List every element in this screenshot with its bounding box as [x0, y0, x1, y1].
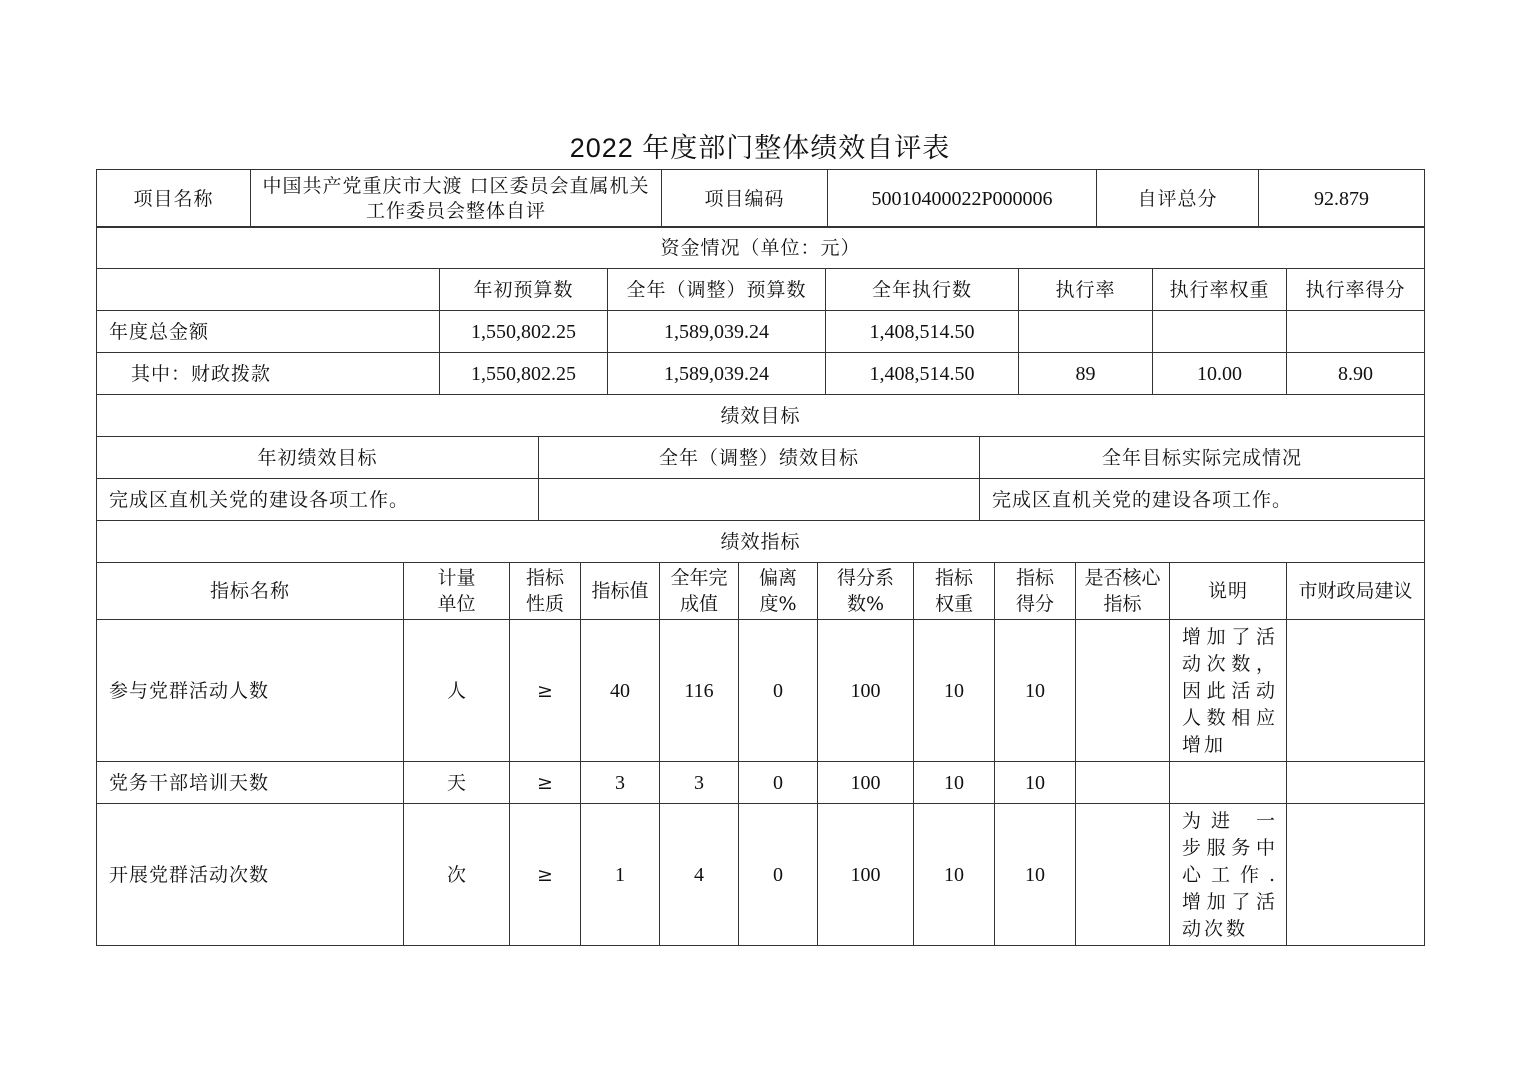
ind-col-note: 说明 [1170, 563, 1287, 620]
funds-cell-rate: 89 [1019, 353, 1153, 395]
funds-col-executed: 全年执行数 [826, 269, 1019, 311]
project-name-value: 中国共产党重庆市大渡 口区委员会直属机关工作委员会整体自评 [251, 170, 662, 228]
ind-cell-unit: 人 [404, 620, 510, 762]
goals-col-actual: 全年目标实际完成情况 [980, 437, 1425, 479]
funds-cell-adjusted: 1,589,039.24 [608, 353, 826, 395]
ind-cell-name: 党务干部培训天数 [97, 762, 404, 804]
ind-cell-nature: ≥ [510, 762, 581, 804]
funds-col-score: 执行率得分 [1287, 269, 1425, 311]
ind-cell-coefficient: 100 [818, 762, 914, 804]
ind-col-advice: 市财政局建议 [1287, 563, 1425, 620]
ind-cell-advice [1287, 620, 1425, 762]
funds-cell-weight: 10.00 [1153, 353, 1287, 395]
funds-cell-adjusted: 1,589,039.24 [608, 311, 826, 353]
ind-cell-unit: 次 [404, 804, 510, 946]
funds-section-title: 资金情况（单位：元） [97, 227, 1425, 269]
total-score-label: 自评总分 [1097, 170, 1259, 228]
ind-cell-deviation: 0 [739, 620, 818, 762]
funds-col-rate: 执行率 [1019, 269, 1153, 311]
ind-cell-weight: 10 [914, 762, 995, 804]
ind-cell-completed: 4 [660, 804, 739, 946]
goals-section-title: 绩效目标 [97, 395, 1425, 437]
funds-col-initial: 年初预算数 [440, 269, 608, 311]
ind-cell-core [1076, 620, 1170, 762]
goal-initial: 完成区直机关党的建设各项工作。 [97, 479, 539, 521]
ind-col-completed: 全年完成值 [660, 563, 739, 620]
ind-cell-note: 为进 一步服务中心工作.增加了活动次数 [1170, 804, 1287, 946]
goal-actual: 完成区直机关党的建设各项工作。 [980, 479, 1425, 521]
ind-cell-score: 10 [995, 762, 1076, 804]
ind-col-weight: 指标权重 [914, 563, 995, 620]
ind-cell-core [1076, 804, 1170, 946]
indicators-section-title: 绩效指标 [97, 521, 1425, 563]
funds-table [96, 226, 1425, 395]
table-row [97, 804, 1425, 946]
ind-col-score: 指标得分 [995, 563, 1076, 620]
ind-cell-target: 40 [581, 620, 660, 762]
table-row [97, 620, 1425, 762]
funds-row-fiscal [97, 353, 1425, 395]
ind-col-deviation: 偏离度% [739, 563, 818, 620]
ind-cell-nature: ≥ [510, 620, 581, 762]
ind-cell-core [1076, 762, 1170, 804]
project-code-label: 项目编码 [662, 170, 828, 228]
ind-cell-advice [1287, 762, 1425, 804]
funds-cell-score: 8.90 [1287, 353, 1425, 395]
funds-cell-executed: 1,408,514.50 [826, 353, 1019, 395]
ind-cell-weight: 10 [914, 620, 995, 762]
ind-cell-completed: 116 [660, 620, 739, 762]
funds-cell-rate [1019, 311, 1153, 353]
ind-cell-deviation: 0 [739, 762, 818, 804]
ind-col-nature: 指标性质 [510, 563, 581, 620]
funds-row-label: 其中：财政拨款 [97, 353, 440, 395]
ind-cell-coefficient: 100 [818, 620, 914, 762]
ind-cell-deviation: 0 [739, 804, 818, 946]
goals-table [96, 394, 1425, 521]
goals-col-initial: 年初绩效目标 [97, 437, 539, 479]
project-code-value: 50010400022P000006 [828, 170, 1097, 228]
table-row [97, 762, 1425, 804]
funds-row-label: 年度总金额 [97, 311, 440, 353]
funds-cell-initial: 1,550,802.25 [440, 311, 608, 353]
funds-cell-weight [1153, 311, 1287, 353]
ind-cell-note: 增加了活动次数，因此活动人数相应增加 [1170, 620, 1287, 762]
ind-cell-nature: ≥ [510, 804, 581, 946]
ind-col-core: 是否核心指标 [1076, 563, 1170, 620]
ind-cell-name: 参与党群活动人数 [97, 620, 404, 762]
ind-cell-score: 10 [995, 620, 1076, 762]
ind-cell-target: 3 [581, 762, 660, 804]
ind-cell-coefficient: 100 [818, 804, 914, 946]
project-name-label: 项目名称 [97, 170, 251, 228]
ind-col-coefficient: 得分系数% [818, 563, 914, 620]
ind-cell-note [1170, 762, 1287, 804]
page-title: 2022 年度部门整体绩效自评表 [569, 133, 951, 163]
funds-row-total [97, 311, 1425, 353]
funds-header-blank [97, 269, 440, 311]
indicators-table [96, 520, 1425, 946]
ind-cell-target: 1 [581, 804, 660, 946]
ind-cell-advice [1287, 804, 1425, 946]
goal-adjusted [539, 479, 980, 521]
project-info-table [96, 169, 1425, 228]
ind-col-target: 指标值 [581, 563, 660, 620]
ind-cell-completed: 3 [660, 762, 739, 804]
ind-cell-score: 10 [995, 804, 1076, 946]
ind-col-unit: 计量单位 [404, 563, 510, 620]
ind-col-name: 指标名称 [97, 563, 404, 620]
total-score-value: 92.879 [1259, 170, 1425, 228]
funds-cell-initial: 1,550,802.25 [440, 353, 608, 395]
goals-col-adjusted: 全年（调整）绩效目标 [539, 437, 980, 479]
funds-col-adjusted: 全年（调整）预算数 [608, 269, 826, 311]
ind-cell-weight: 10 [914, 804, 995, 946]
funds-col-weight: 执行率权重 [1153, 269, 1287, 311]
ind-cell-name: 开展党群活动次数 [97, 804, 404, 946]
ind-cell-unit: 天 [404, 762, 510, 804]
funds-cell-score [1287, 311, 1425, 353]
funds-cell-executed: 1,408,514.50 [826, 311, 1019, 353]
